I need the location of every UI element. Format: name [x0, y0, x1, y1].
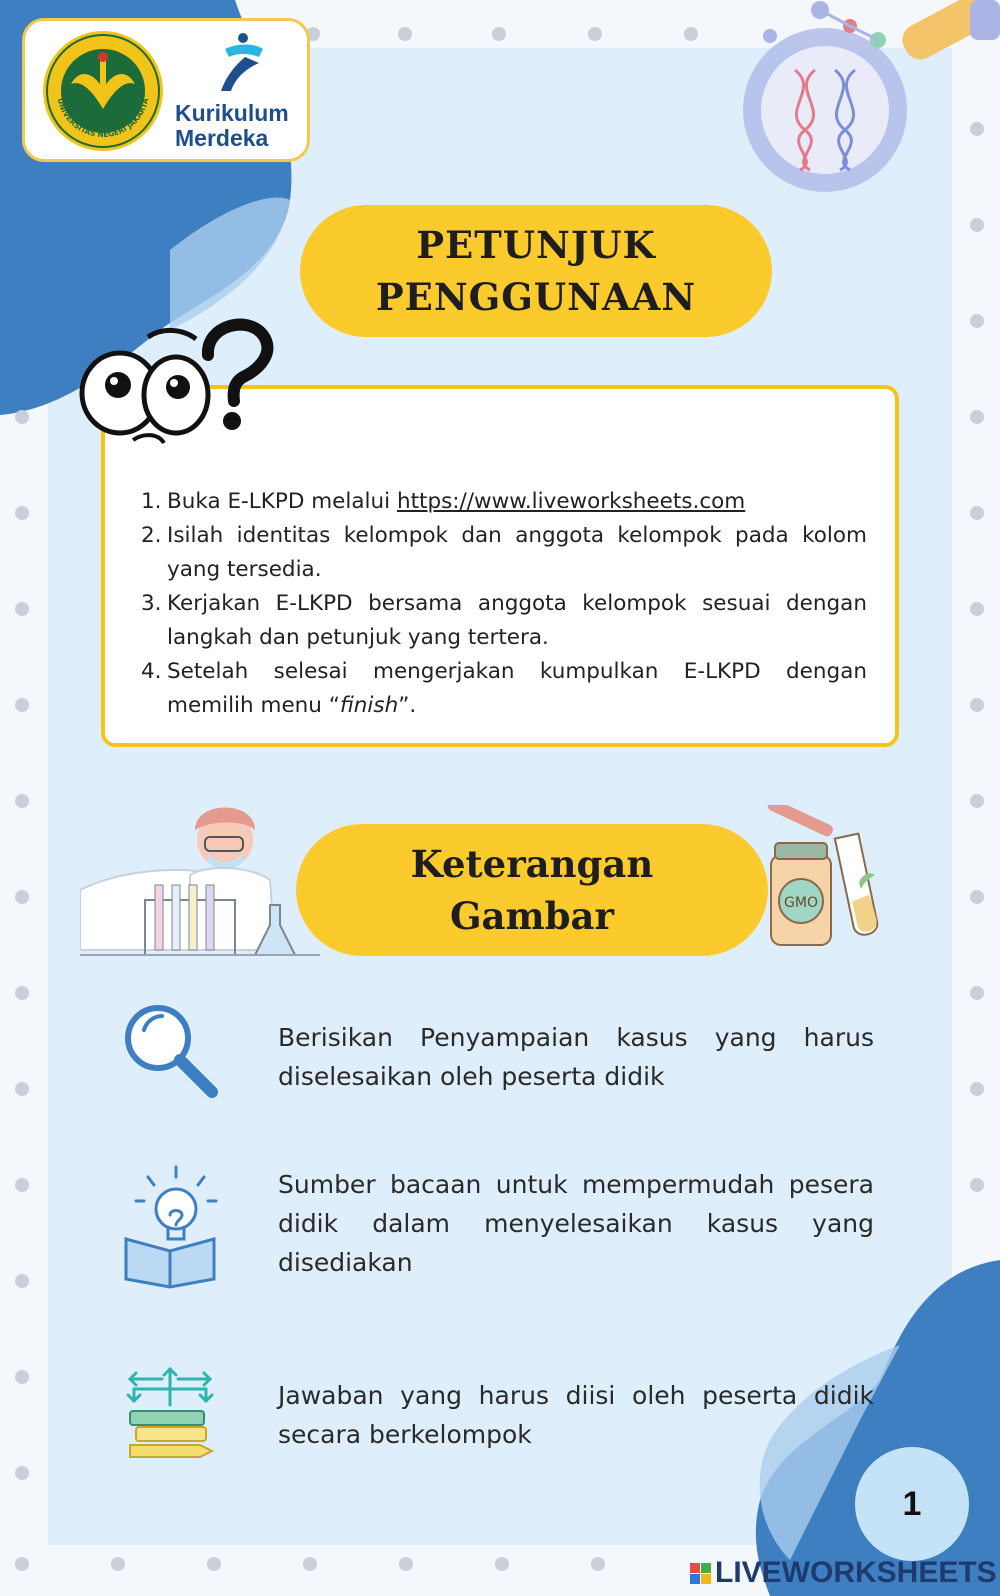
header-logo-box — [22, 18, 310, 162]
step-text-emphasis: finish — [339, 693, 399, 718]
step-text — [167, 485, 867, 519]
brand-name: LIVEWORKSHEETS — [715, 1556, 997, 1589]
liveworksheets-logo-icon — [690, 1563, 711, 1584]
step-number: 1. — [141, 489, 162, 514]
instructions-title-line-1: PETUNJUK — [416, 223, 656, 267]
magnifier-icon — [120, 1000, 220, 1100]
legend-title-line-2: Gambar — [449, 894, 615, 938]
legend-title-line-1: Keterangan — [410, 842, 654, 886]
legend-item-text: Jawaban yang harus diisi oleh peserta didik secara berkelompok — [278, 1381, 874, 1449]
instructions-title-line-2: PENGGUNAAN — [375, 275, 697, 319]
svg-text:GMO: GMO — [784, 895, 818, 911]
legend-item-text: Berisikan Penyampaian kasus yang harus diselesaikan oleh peserta didik — [278, 1023, 874, 1091]
step-text-before: Buka E-LKPD melalui — [167, 489, 397, 514]
step-number: 4. — [141, 659, 162, 684]
step-text: Isilah identitas kelompok dan anggota kelompok pada kolom yang tersedia. — [167, 523, 867, 582]
instruction-step — [141, 485, 867, 519]
instruction-step — [141, 519, 867, 587]
page-number-badge — [855, 1447, 969, 1561]
liveworksheets-brand — [690, 1556, 997, 1590]
wordmark-line-1: Kurikulum — [175, 100, 289, 126]
instructions-list — [141, 485, 867, 723]
step-text-after: ”. — [398, 693, 417, 718]
liveworksheets-link[interactable]: https://www.liveworksheets.com — [396, 489, 746, 514]
page-number: 1 — [902, 1484, 922, 1523]
question-mark-eyes-icon — [78, 315, 288, 455]
books-arrows-icon — [120, 1365, 220, 1465]
kurikulum-merdeka-wordmark — [175, 101, 289, 151]
university-seal-logo — [41, 29, 165, 153]
lightbulb-book-icon — [120, 1165, 220, 1290]
step-text: Kerjakan E-LKPD bersama anggota kelompok sesuai dengan langkah dan petunjuk yang tertera. — [167, 591, 867, 650]
legend-item-text: Sumber bacaan untuk mempermudah pesera didik dalam menyelesaikan kasus yang disediakan — [278, 1170, 874, 1277]
scientist-illustration — [80, 795, 330, 970]
instruction-step — [141, 587, 867, 655]
dna-lab-illustration — [730, 0, 1000, 210]
step-text-before: Setelah selesai mengerjakan kumpulkan E-LKPD dengan memilih menu “ — [167, 659, 867, 718]
step-number: 3. — [141, 591, 162, 616]
legend-title — [296, 824, 768, 956]
seal-text: UNIVERSITAS NEGERI JAKARTA — [55, 97, 151, 140]
instructions-title — [300, 205, 772, 337]
step-text — [167, 655, 867, 723]
kurikulum-merdeka-mark-icon — [215, 31, 271, 95]
wordmark-line-2: Merdeka — [175, 125, 269, 151]
gmo-jar-illustration — [765, 805, 905, 955]
instruction-step — [141, 655, 867, 723]
step-number: 2. — [141, 523, 162, 548]
